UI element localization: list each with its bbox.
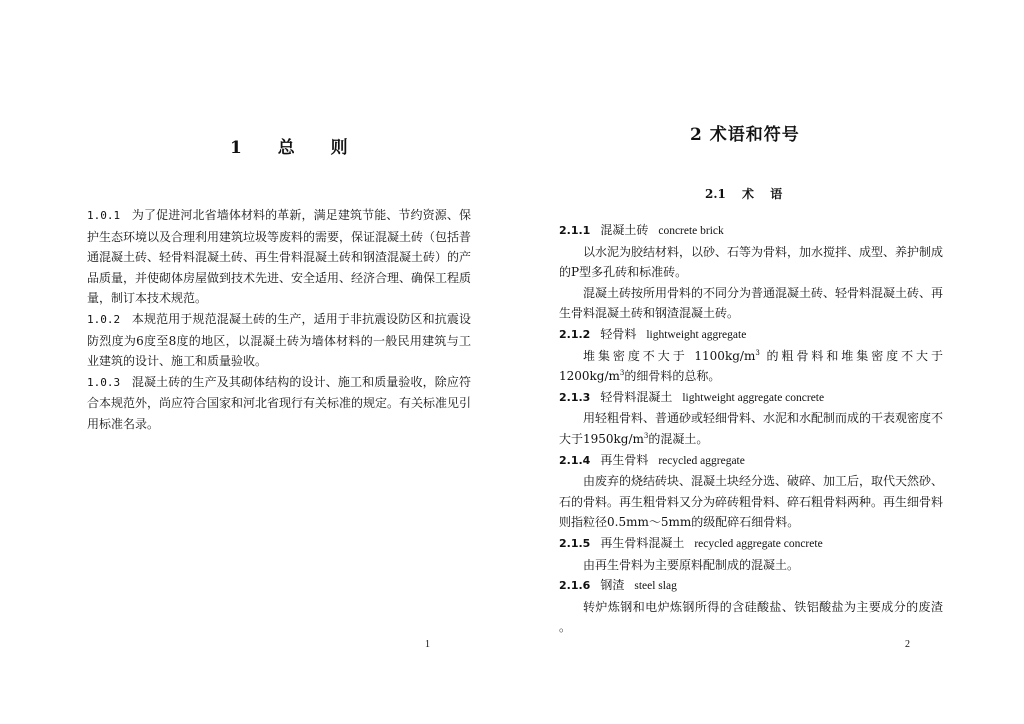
clause-text: 混凝土砖的生产及其砌体结构的设计、施工和质量验收，除应符合本规范外，尚应符合国家和河北省现行有关标准的规定。有关标准见引用标准名录。	[87, 374, 472, 431]
term-heading	[559, 533, 943, 555]
term-chinese: 轻骨料混凝土	[600, 389, 673, 404]
section-2-1-title: 2.1 术 语	[705, 187, 783, 201]
term-english: steel slag	[634, 580, 677, 593]
term-english: concrete brick	[658, 225, 724, 237]
right-page	[512, 0, 1024, 724]
term-heading	[559, 575, 943, 597]
term-heading	[559, 387, 943, 409]
term-number: 2.1.4	[559, 453, 591, 467]
term-chinese: 再生骨料混凝土	[600, 535, 685, 550]
term-number: 2.1.6	[559, 579, 591, 593]
term-heading	[559, 450, 943, 472]
clause-1-0-1	[87, 205, 471, 309]
term-number: 2.1.5	[559, 536, 591, 550]
term-definition	[559, 346, 943, 387]
page-number: 1	[425, 639, 430, 650]
clause-number: 1.0.1	[87, 209, 121, 222]
term-definition: 转炉炼钢和电炉炼钢所得的含硅酸盐、铁铝酸盐为主要成分的废渣 。	[559, 599, 943, 635]
page-number: 2	[905, 639, 910, 650]
term-english: recycled aggregate	[658, 454, 745, 467]
definition-part: 堆集密度不大于 1100kg/m	[583, 348, 756, 363]
chapter-1-body	[87, 205, 471, 435]
term-english: lightweight aggregate	[646, 328, 747, 341]
definition-part: 的细骨料的总称。	[624, 369, 721, 384]
clause-number: 1.0.2	[87, 312, 121, 326]
term-definition	[559, 408, 943, 449]
clause-1-0-3	[87, 372, 471, 435]
term-heading	[559, 324, 943, 346]
term-number: 2.1.3	[559, 390, 591, 404]
term-number: 2.1.2	[559, 327, 591, 341]
definition-part: 的混凝土。	[648, 431, 709, 446]
clause-text: 为了促进河北省墙体材料的革新，满足建筑节能、节约资源、保护生态环境以及合理利用建筑垃圾等废料的需要，保证混凝土砖（包括普通混凝土砖、轻骨料混凝土砖、再生骨料混凝土砖和钢渣混凝土砖）的产品质量，并使砌体房屋做到技术先进、安全适用、经济合理、确保工程质量，制订本技术规范。	[87, 208, 472, 306]
term-definition: 混凝土砖按所用骨料的不同分为普通混凝土砖、轻骨料混凝土砖、再生骨料混凝土砖和钢渣混凝土砖。	[559, 285, 944, 321]
superscript: 3	[643, 431, 649, 440]
clause-text: 本规范用于规范混凝土砖的生产，适用于非抗震设防区和抗震设防烈度为6度至8度的地区，以混凝土砖为墙体材料的一般民用建筑与工业建筑的设计、施工和质量验收。	[87, 311, 471, 369]
term-chinese: 轻骨料	[600, 326, 637, 341]
term-heading	[559, 220, 943, 242]
term-definition: 以水泥为胶结材料，以砂、石等为骨料，加水搅拌、成型、养护制成的P型多孔砖和标准砖。	[559, 244, 944, 280]
definition-part: 的粗骨料和堆集密度不大于1200kg/m	[559, 348, 943, 384]
term-chinese: 钢渣	[600, 578, 625, 593]
definition-part: 用轻粗骨料、普通砂或轻细骨料、水泥和水配制而成的干表观密度不大于1950kg/m	[559, 411, 944, 446]
superscript: 3	[755, 348, 760, 357]
chapter-2-title: 2 术语和符号	[690, 125, 800, 145]
term-definition: 由再生骨料为主要原料配制成的混凝土。	[583, 557, 800, 572]
term-english: lightweight aggregate concrete	[682, 391, 825, 404]
term-chinese: 混凝土砖	[600, 223, 649, 237]
term-english: recycled aggregate concrete	[694, 537, 823, 550]
clause-1-0-2	[87, 309, 471, 372]
chapter-1-title: 1 总 则	[230, 138, 349, 158]
term-definition: 由废弃的烧结砖块、混凝土块经分选、破碎、加工后，取代天然砂、石的骨料。再生粗骨料又分为碎砖粗骨料、碎石粗骨料两种。再生细骨料则指粒径0.5mm～5mm的级配碎石细骨料。	[559, 474, 944, 530]
term-chinese: 再生骨料	[600, 452, 649, 467]
terms-list	[559, 220, 943, 638]
superscript: 3	[619, 369, 625, 378]
term-number: 2.1.1	[559, 224, 591, 237]
clause-number: 1.0.3	[87, 375, 121, 389]
